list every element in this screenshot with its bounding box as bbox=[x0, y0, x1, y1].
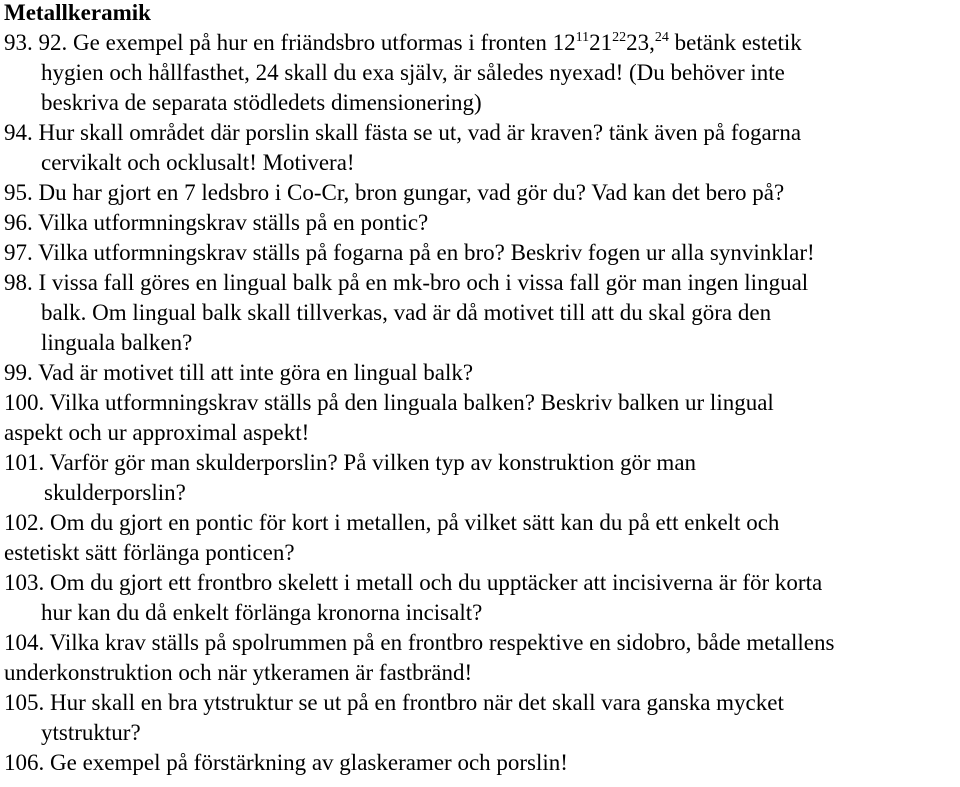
question-93-text-d: betänk estetik bbox=[668, 30, 802, 55]
question-93-line-2: hygien och hållfasthet, 24 skall du exa själv, är således nyexad! (Du behöver inte bbox=[41, 60, 785, 85]
question-93-line-1 bbox=[4, 28, 960, 58]
question-101-line-1: 101. Varför gör man skulderporslin? På vilken typ av konstruktion gör man bbox=[4, 450, 697, 475]
document-heading: Metallkeramik bbox=[4, 0, 151, 25]
question-96 bbox=[4, 208, 960, 238]
question-102 bbox=[4, 508, 960, 568]
question-105-line-2: ytstruktur? bbox=[41, 720, 141, 745]
question-105-line-1: 105. Hur skall en bra ytstruktur se ut på en frontbro när det skall vara ganska mycket bbox=[4, 690, 784, 715]
question-93-text-a: 93. 92. Ge exempel på hur en friändsbro utformas i fronten 12 bbox=[4, 30, 576, 55]
question-95 bbox=[4, 178, 960, 208]
question-106-line-1: 106. Ge exempel på förstärkning av glaskeramer och porslin! bbox=[4, 750, 568, 775]
question-97 bbox=[4, 238, 960, 268]
question-94 bbox=[4, 118, 960, 178]
question-93-line-3: beskriva de separata stödledets dimensionering) bbox=[41, 90, 482, 115]
question-95-line-1: 95. Du har gjort en 7 ledsbro i Co-Cr, bron gungar, vad gör du? Vad kan det bero på? bbox=[4, 180, 785, 205]
question-105 bbox=[4, 688, 960, 748]
question-98 bbox=[4, 268, 960, 358]
question-98-line-1: 98. I vissa fall göres en lingual balk på en mk-bro och i vissa fall gör man ingen lingual bbox=[4, 270, 809, 295]
question-99-line-1: 99. Vad är motivet till att inte göra en lingual balk? bbox=[4, 360, 474, 385]
question-106 bbox=[4, 748, 960, 778]
question-103-line-2: hur kan du då enkelt förlänga kronorna incisalt? bbox=[41, 600, 483, 625]
question-102-line-1: 102. Om du gjort en pontic för kort i metallen, på vilket sätt kan du på ett enkelt och bbox=[4, 510, 780, 535]
question-102-line-2: estetiskt sätt förlänga ponticen? bbox=[4, 540, 295, 565]
question-100-line-2: aspekt och ur approximal aspekt! bbox=[4, 420, 310, 445]
question-93-text-c: 23, bbox=[626, 30, 655, 55]
question-98-line-2: balk. Om lingual balk skall tillverkas, vad är då motivet till att du skal göra den bbox=[41, 300, 772, 325]
superscript-3: 24 bbox=[654, 30, 669, 45]
question-98-line-3: linguala balken? bbox=[41, 330, 193, 355]
question-96-line-1: 96. Vilka utformningskrav ställs på en pontic? bbox=[4, 210, 429, 235]
superscript-1: 11 bbox=[575, 30, 590, 45]
question-93 bbox=[4, 28, 960, 118]
question-97-line-1: 97. Vilka utformningskrav ställs på fogarna på en bro? Beskriv fogen ur alla synvinklar! bbox=[4, 240, 815, 265]
question-101 bbox=[4, 448, 960, 508]
question-99 bbox=[4, 358, 960, 388]
question-100-line-1: 100. Vilka utformningskrav ställs på den linguala balken? Beskriv balken ur lingual bbox=[4, 390, 774, 415]
question-94-line-2: cervikalt och ocklusalt! Motivera! bbox=[41, 150, 355, 175]
question-93-text-b: 21 bbox=[589, 30, 613, 55]
question-104-line-2: underkonstruktion och när ytkeramen är fastbränd! bbox=[4, 660, 473, 685]
question-104 bbox=[4, 628, 960, 688]
question-103-line-1: 103. Om du gjort ett frontbro skelett i metall och du upptäcker att incisiverna är för korta bbox=[4, 570, 823, 595]
question-101-line-2: skulderporslin? bbox=[44, 480, 186, 505]
question-94-line-1: 94. Hur skall området där porslin skall fästa se ut, vad är kraven? tänk även på fogarna bbox=[4, 120, 802, 145]
superscript-2: 22 bbox=[612, 30, 627, 45]
question-104-line-1: 104. Vilka krav ställs på spolrummen på en frontbro respektive en sidobro, både metallens bbox=[4, 630, 835, 655]
question-103 bbox=[4, 568, 960, 628]
question-100 bbox=[4, 388, 960, 448]
